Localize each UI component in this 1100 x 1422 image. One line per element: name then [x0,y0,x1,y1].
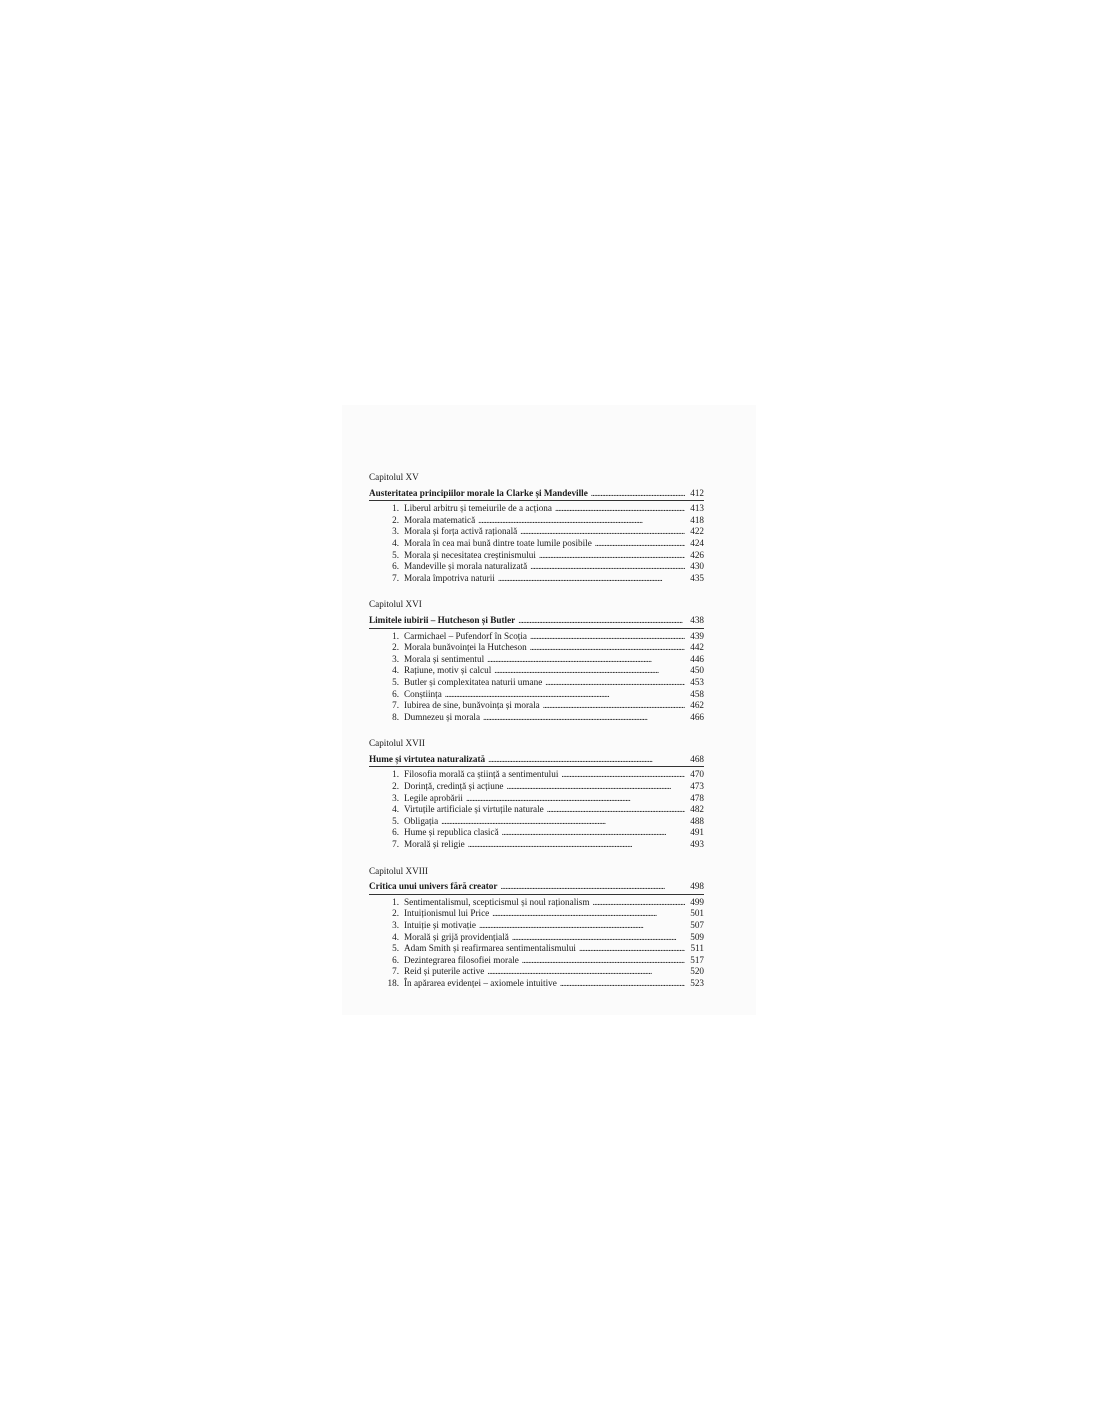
page-number: 413 [690,503,704,514]
section-number: 5. [392,676,399,687]
section-row [369,503,704,515]
page-number: 498 [690,881,704,892]
page-number: 426 [690,549,704,560]
section-title: Obligația [404,815,439,826]
section-row [369,781,704,793]
section-number: 1. [392,896,399,907]
section-title: Morala și sentimentul [404,653,485,664]
page-number: 430 [690,561,704,572]
section-title: Rațiune, motiv și calcul [404,665,492,676]
section-title: În apărarea evidenței – axiomele intuitive [404,977,557,988]
section-number: 6. [392,827,399,838]
section-number: 1. [392,769,399,780]
section-row [369,908,704,920]
section-title: Morală și religie [404,839,465,850]
dot-leader [522,955,685,967]
chapter-title: Austeritatea principiilor morale la Clarke și Mandeville [369,487,588,498]
dot-leader [479,920,685,932]
section-row [369,538,704,550]
dot-leader [488,754,685,766]
section-number: 4. [392,804,399,815]
page-number: 462 [690,700,704,711]
section-number: 3. [392,653,399,664]
page-number: 470 [690,769,704,780]
section-row [369,631,704,643]
section-title: Morala și necesitatea creștinismului [404,549,536,560]
section-number: 6. [392,954,399,965]
dot-leader [591,488,685,500]
dot-leader [543,700,685,712]
section-row [369,897,704,909]
section-row [369,700,704,712]
chapter-title: Limitele iubirii – Hutcheson și Butler [369,614,516,625]
section-number: 6. [392,561,399,572]
dot-leader [483,712,685,724]
section-title: Morală și grijă providențială [404,931,509,942]
page-number: 424 [690,537,704,548]
page-number: 412 [690,487,704,498]
page-number: 501 [690,908,704,919]
chapter-title: Hume și virtutea naturalizată [369,753,486,764]
section-number: 2. [392,781,399,792]
dot-leader [498,573,685,585]
section-number: 4. [392,665,399,676]
section-title: Carmichael – Pufendorf în Scoția [404,630,527,641]
chapter-xvi [369,599,704,723]
section-title: Reid și puterile active [404,966,485,977]
page-number: 466 [690,711,704,722]
dot-leader [530,631,685,643]
section-title: Intuiționismul lui Price [404,908,490,919]
section-number: 8. [392,711,399,722]
section-title: Butler și complexitatea naturii umane [404,676,543,687]
section-row [369,816,704,828]
section-number: 3. [392,792,399,803]
section-row [369,550,704,562]
section-title: Morala în cea mai bună dintre toate lumile posibile [404,537,592,548]
chapter-xv [369,472,704,584]
section-title: Dezintegrarea filosofiei morale [404,954,519,965]
section-title: Morala bunăvoinței la Hutcheson [404,642,527,653]
dot-leader [595,538,685,550]
dot-leader [561,769,685,781]
dot-leader [478,515,685,527]
table-of-contents [369,472,704,1005]
dot-leader [487,966,685,978]
section-number: 3. [392,526,399,537]
section-title: Legile aprobării [404,792,463,803]
section-number: 7. [392,839,399,850]
chapter-xvii [369,738,704,850]
chapter-label: Capitolul XV [369,472,419,482]
section-number: 2. [392,642,399,653]
section-number: 5. [392,549,399,560]
page-number: 438 [690,614,704,625]
page-number: 509 [690,931,704,942]
page-number: 507 [690,920,704,930]
section-row [369,526,704,538]
section-row [369,932,704,944]
section-number: 1. [392,503,399,514]
section-row [369,665,704,677]
section-row [369,642,704,654]
section-title: Morala împotriva naturii [404,572,495,583]
page-number: 446 [690,653,704,664]
section-number: 5. [392,943,399,954]
chapter-label: Capitolul XVIII [369,865,428,876]
section-number: 7. [392,700,399,711]
section-title: Virtuțile artificiale și virtuțile naturale [404,804,544,815]
section-row [369,804,704,816]
section-row [369,712,704,724]
dot-leader [500,881,685,893]
section-number: 5. [392,815,399,826]
page-number: 453 [690,676,704,687]
section-row [369,966,704,978]
page-number: 491 [690,827,704,838]
section-title: Adam Smith și reafirmarea sentimentalismului [404,943,576,954]
section-row [369,955,704,967]
chapter-xviii [369,866,704,990]
section-row [369,677,704,689]
dot-leader [539,550,685,562]
section-number: 2. [392,908,399,919]
section-title: Morala matematică [404,514,476,525]
page-number: 523 [690,977,704,988]
page-number: 517 [690,954,704,965]
section-title: Conștiința [404,688,442,699]
page-number: 493 [690,839,704,850]
dot-leader [518,615,685,627]
section-row [369,943,704,955]
dot-leader [520,526,685,538]
page-number: 520 [690,966,704,977]
page-number: 422 [690,526,704,537]
dot-leader [441,816,685,828]
dot-leader [445,689,685,701]
page-number: 468 [690,753,704,764]
dot-leader [512,932,685,944]
page-number: 473 [690,781,704,792]
section-number: 1. [392,630,399,641]
section-title: Hume și republica clasică [404,827,499,838]
dot-leader [494,665,685,677]
dot-leader [487,654,685,666]
section-row [369,920,704,932]
section-number: 4. [392,537,399,548]
section-number: 7. [392,572,399,583]
section-title: Liberul arbitru și temeiurile de a acționa [404,503,552,514]
page-number: 511 [690,943,704,954]
section-row [369,561,704,573]
section-title: Intuiție și motivație [404,920,476,930]
dot-leader [547,804,685,816]
dot-leader [492,908,685,920]
section-title: Mandeville și morala naturalizată [404,561,528,572]
chapter-title-row [369,881,704,895]
section-number: 6. [392,688,399,699]
section-row [369,515,704,527]
section-number: 2. [392,514,399,525]
page-number: 499 [690,896,704,907]
chapter-title-row [369,615,704,629]
section-number: 3. [392,920,399,930]
dot-leader [555,503,685,515]
page-number: 458 [690,688,704,699]
chapter-label: Capitolul XVI [369,599,422,610]
dot-leader [530,642,685,654]
section-row [369,689,704,701]
section-number: 4. [392,931,399,942]
dot-leader [507,781,686,793]
dot-leader [502,827,685,839]
page-number: 439 [690,630,704,641]
section-number: 7. [392,966,399,977]
section-title: Dorință, credință și acțiune [404,781,504,792]
section-title: Dumnezeu și morala [404,711,481,722]
section-row [369,654,704,666]
section-title: Morala și forța activă rațională [404,526,518,537]
chapter-label: Capitolul XVII [369,738,425,749]
section-row [369,793,704,805]
dot-leader [466,793,685,805]
page-number: 450 [690,665,704,676]
page-number: 435 [690,572,704,583]
dot-leader [545,677,685,689]
dot-leader [560,978,685,990]
section-title: Sentimentalismul, scepticismul și noul raționalism [404,896,590,907]
section-row [369,769,704,781]
section-title: Filosofia morală ca știință a sentimentului [404,769,559,780]
page-number: 488 [690,815,704,826]
chapter-title-row [369,488,704,502]
section-number: 18. [387,977,399,988]
chapter-title-row [369,754,704,768]
page-number: 478 [690,792,704,803]
page-number: 418 [690,514,704,525]
section-row [369,839,704,851]
dot-leader [468,839,685,851]
dot-leader [593,897,685,909]
chapter-title: Critica unui univers fără creator [369,881,498,892]
section-title: Iubirea de sine, bunăvoința și morala [404,700,540,711]
dot-leader [579,943,685,955]
section-row [369,978,704,990]
page-number: 482 [690,804,704,815]
section-row [369,827,704,839]
page-number: 442 [690,642,704,653]
dot-leader [530,561,685,573]
section-row [369,573,704,585]
